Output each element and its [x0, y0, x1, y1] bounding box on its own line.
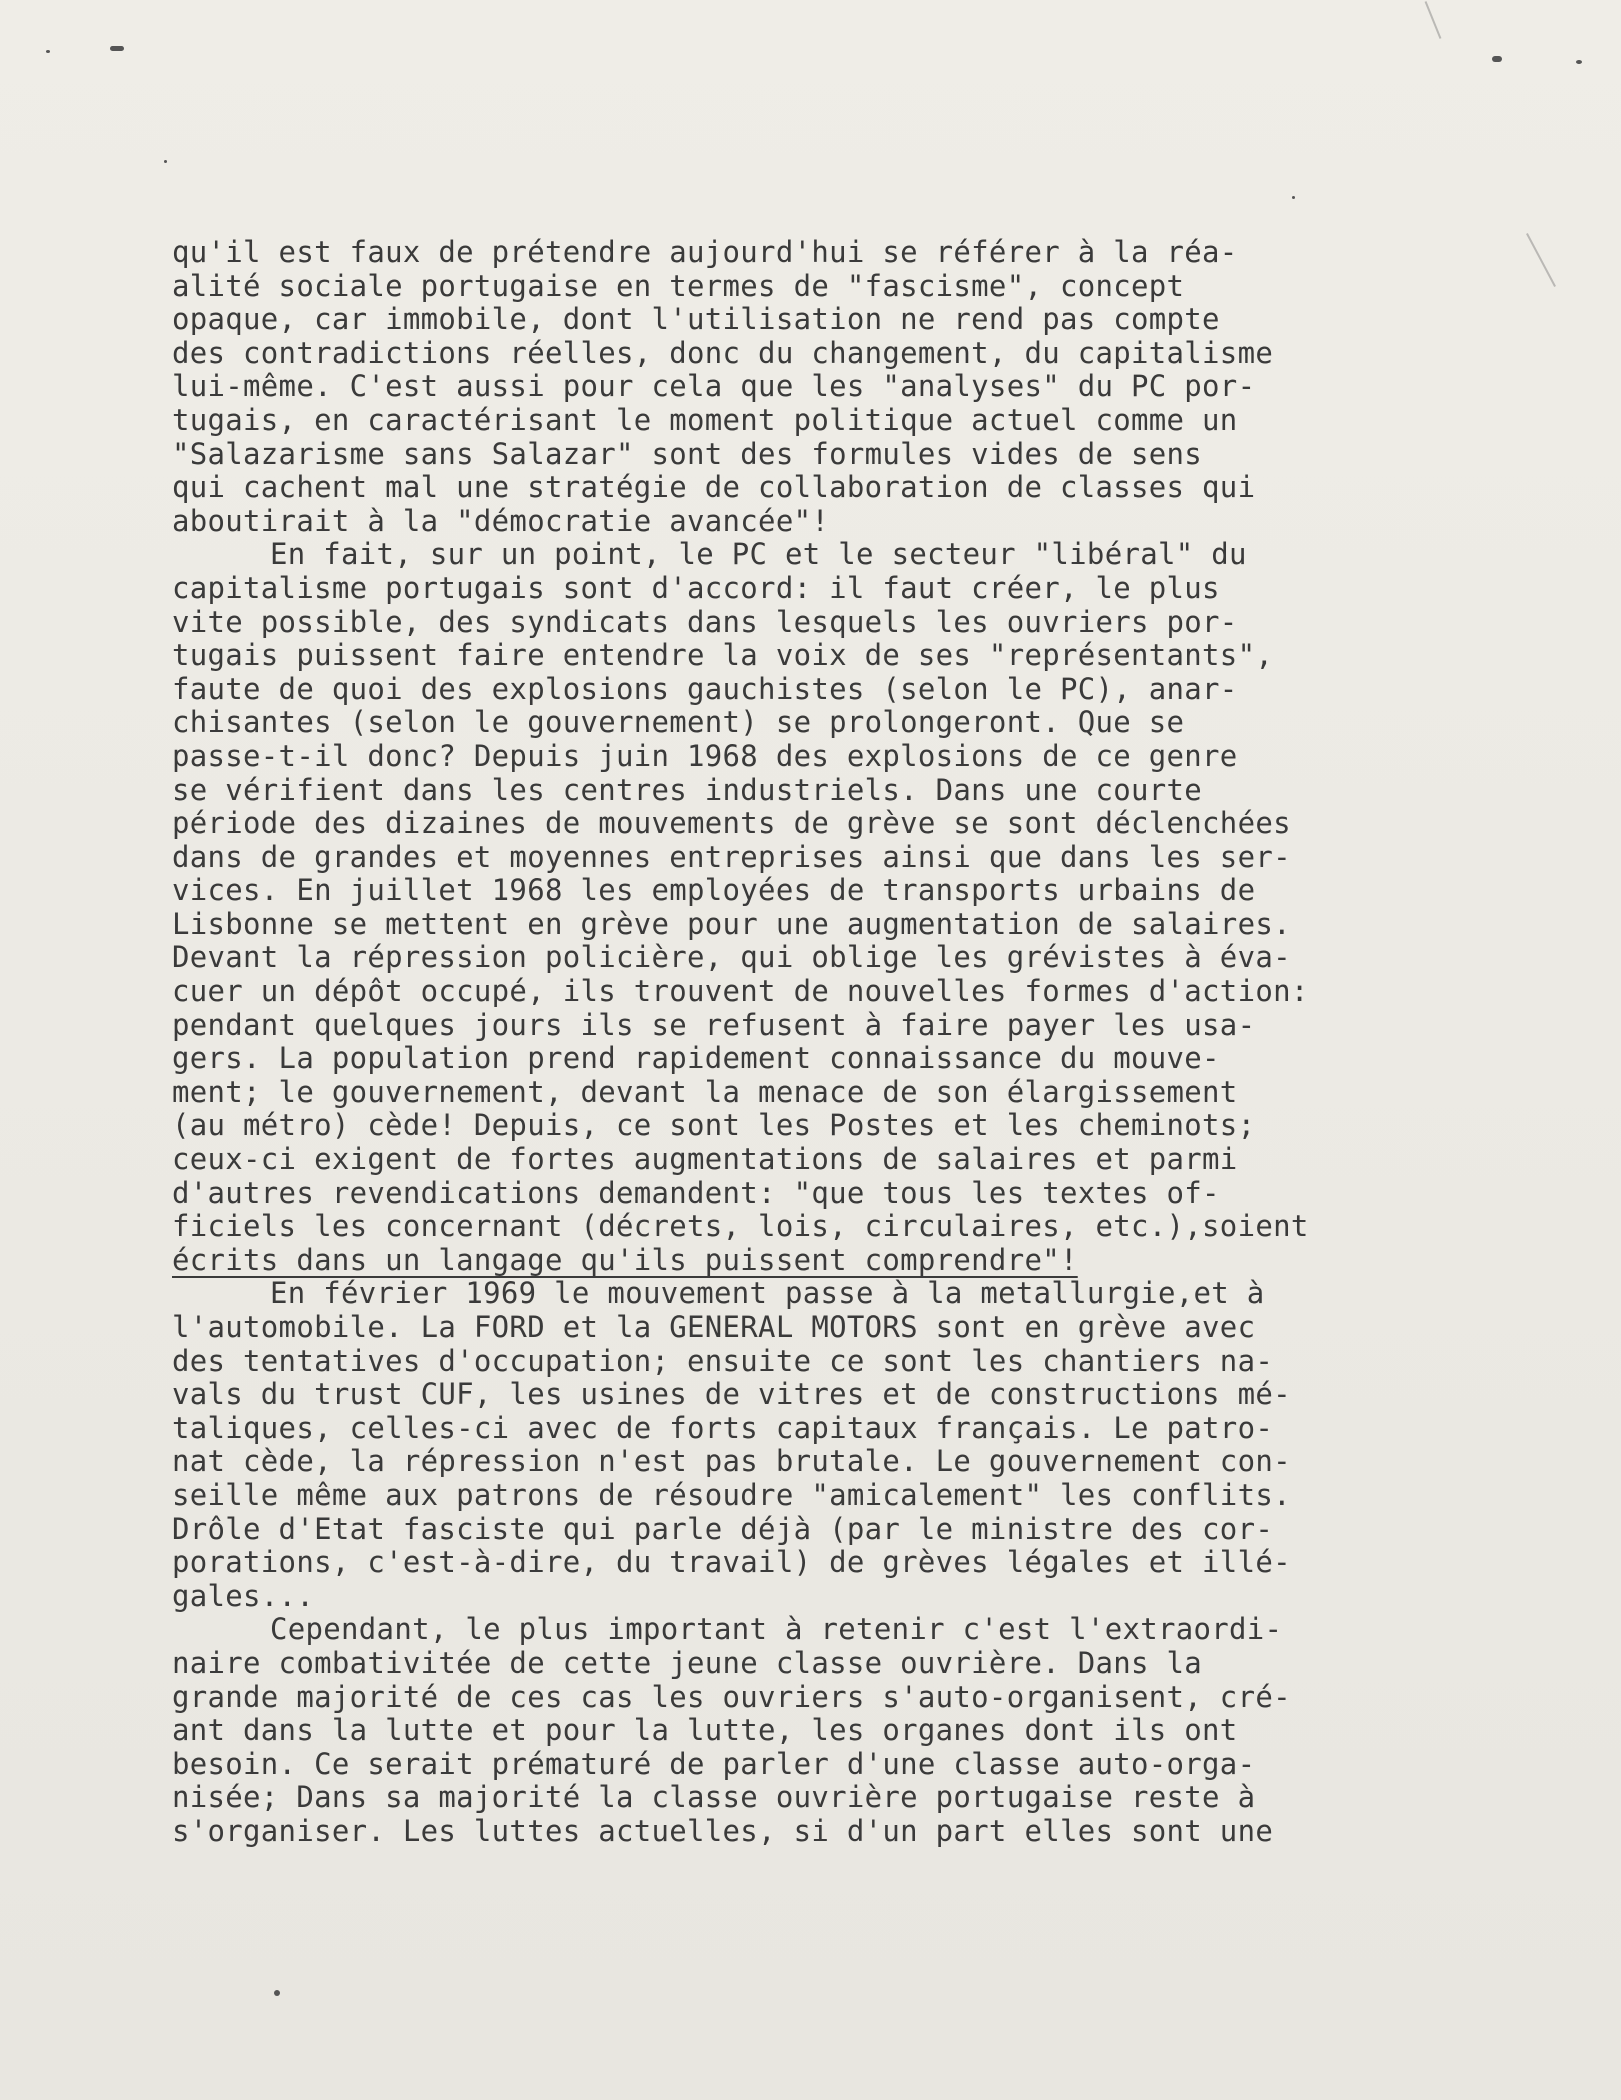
text-line: tugais, en caractérisant le moment politique actuel comme un — [172, 402, 1238, 437]
paper-crease — [1425, 1, 1442, 39]
text-line: des contradictions réelles, donc du changement, du capitalisme — [172, 335, 1274, 370]
text-line: Drôle d'Etat fasciste qui parle déjà (par le ministre des cor- — [172, 1511, 1274, 1546]
text-line: "Salazarisme sans Salazar" sont des formules vides de sens — [172, 436, 1203, 471]
paper-speck — [164, 160, 167, 163]
text-line: vals du trust CUF, les usines de vitres et de constructions mé- — [172, 1377, 1291, 1412]
text-line: ceux-ci exigent de fortes augmentations de salaires et parmi — [172, 1142, 1238, 1177]
text-line: cuer un dépôt occupé, ils trouvent de nouvelles formes d'action: — [172, 974, 1309, 1009]
text-line: ment; le gouvernement, devant la menace de son élargissement — [172, 1074, 1238, 1109]
text-line: pendant quelques jours ils se refusent à faire payer les usa- — [172, 1007, 1256, 1042]
text-line: chisantes (selon le gouvernement) se prolongeront. Que se — [172, 705, 1185, 740]
text-line: opaque, car immobile, dont l'utilisation ne rend pas compte — [172, 302, 1220, 337]
text-line: se vérifient dans les centres industriels. Dans une courte — [172, 772, 1203, 807]
text-line: taliques, celles-ci avec de forts capitaux français. Le patro- — [172, 1410, 1274, 1445]
text-line: passe-t-il donc? Depuis juin 1968 des explosions de ce genre — [172, 738, 1238, 773]
text-line: capitalisme portugais sont d'accord: il faut créer, le plus — [172, 570, 1220, 605]
text-line: En fait, sur un point, le PC et le secteur "libéral" du — [270, 537, 1247, 572]
text-line: lui-même. C'est aussi pour cela que les "analyses" du PC por- — [172, 369, 1256, 404]
paper-speck — [1576, 60, 1582, 64]
text-line: des tentatives d'occupation; ensuite ce sont les chantiers na- — [172, 1343, 1274, 1378]
paper-speck — [46, 50, 50, 53]
text-line: (au métro) cède! Depuis, ce sont les Postes et les cheminots; — [172, 1108, 1256, 1143]
text-line: qu'il est faux de prétendre aujourd'hui se référer à la réa- — [172, 235, 1238, 269]
text-line: d'autres revendications demandent: "que tous les textes of- — [172, 1175, 1220, 1210]
paper-crease — [1526, 233, 1556, 287]
text-line: besoin. Ce serait prématuré de parler d'une classe auto-orga- — [172, 1746, 1256, 1781]
text-line: alité sociale portugaise en termes de "fascisme", concept — [172, 268, 1185, 303]
underlined-text-line — [172, 1244, 1472, 1278]
text-line: vite possible, des syndicats dans lesquels les ouvriers por- — [172, 604, 1238, 639]
text-line: ant dans la lutte et pour la lutte, les organes dont ils ont — [172, 1713, 1238, 1748]
text-line: aboutirait à la "démocratie avancée"! — [172, 503, 830, 538]
text-line: Cependant, le plus important à retenir c'est l'extraordi- — [270, 1612, 1283, 1647]
paper-speck — [1292, 196, 1295, 199]
text-line: ficiels les concernant (décrets, lois, circulaires, etc.),soient — [172, 1209, 1309, 1244]
text-line: gales... — [172, 1578, 315, 1613]
body-text — [172, 236, 1472, 1849]
text-line: nisée; Dans sa majorité la classe ouvrière portugaise reste à — [172, 1780, 1256, 1815]
text-line: vices. En juillet 1968 les employées de transports urbains de — [172, 873, 1256, 908]
paper-speck — [274, 1990, 280, 1996]
text-line: Lisbonne se mettent en grève pour une augmentation de salaires. — [172, 906, 1291, 941]
text-line: grande majorité de ces cas les ouvriers s'auto-organisent, cré- — [172, 1679, 1291, 1714]
underlined-quote: écrits dans un langage qu'ils puissent comprendre"! — [172, 1242, 1078, 1277]
text-line: seille même aux patrons de résoudre "amicalement" les conflits. — [172, 1477, 1291, 1512]
text-line: nat cède, la répression n'est pas brutale. Le gouvernement con- — [172, 1444, 1291, 1479]
text-line: faute de quoi des explosions gauchistes (selon le PC), anar- — [172, 671, 1238, 706]
text-line: l'automobile. La FORD et la GENERAL MOTORS sont en grève avec — [172, 1310, 1256, 1344]
text-line: Devant la répression policière, qui oblige les grévistes à éva- — [172, 940, 1291, 975]
text-line: période des dizaines de mouvements de grève se sont déclenchées — [172, 806, 1291, 841]
text-line: qui cachent mal une stratégie de collaboration de classes qui — [172, 470, 1256, 505]
paper-speck — [110, 46, 124, 51]
text-line: dans de grandes et moyennes entreprises ainsi que dans les ser- — [172, 839, 1291, 874]
text-line: porations, c'est-à-dire, du travail) de grèves légales et illé- — [172, 1545, 1291, 1580]
text-line: En février 1969 le mouvement passe à la metallurgie,et à — [270, 1276, 1265, 1311]
text-line: gers. La population prend rapidement connaissance du mouve- — [172, 1041, 1220, 1076]
paper-speck — [1492, 56, 1502, 62]
text-line: s'organiser. Les luttes actuelles, si d'un part elles sont une — [172, 1813, 1274, 1848]
text-line: tugais puissent faire entendre la voix de ses "représentants", — [172, 638, 1274, 673]
text-line: naire combativitée de cette jeune classe ouvrière. Dans la — [172, 1645, 1203, 1680]
